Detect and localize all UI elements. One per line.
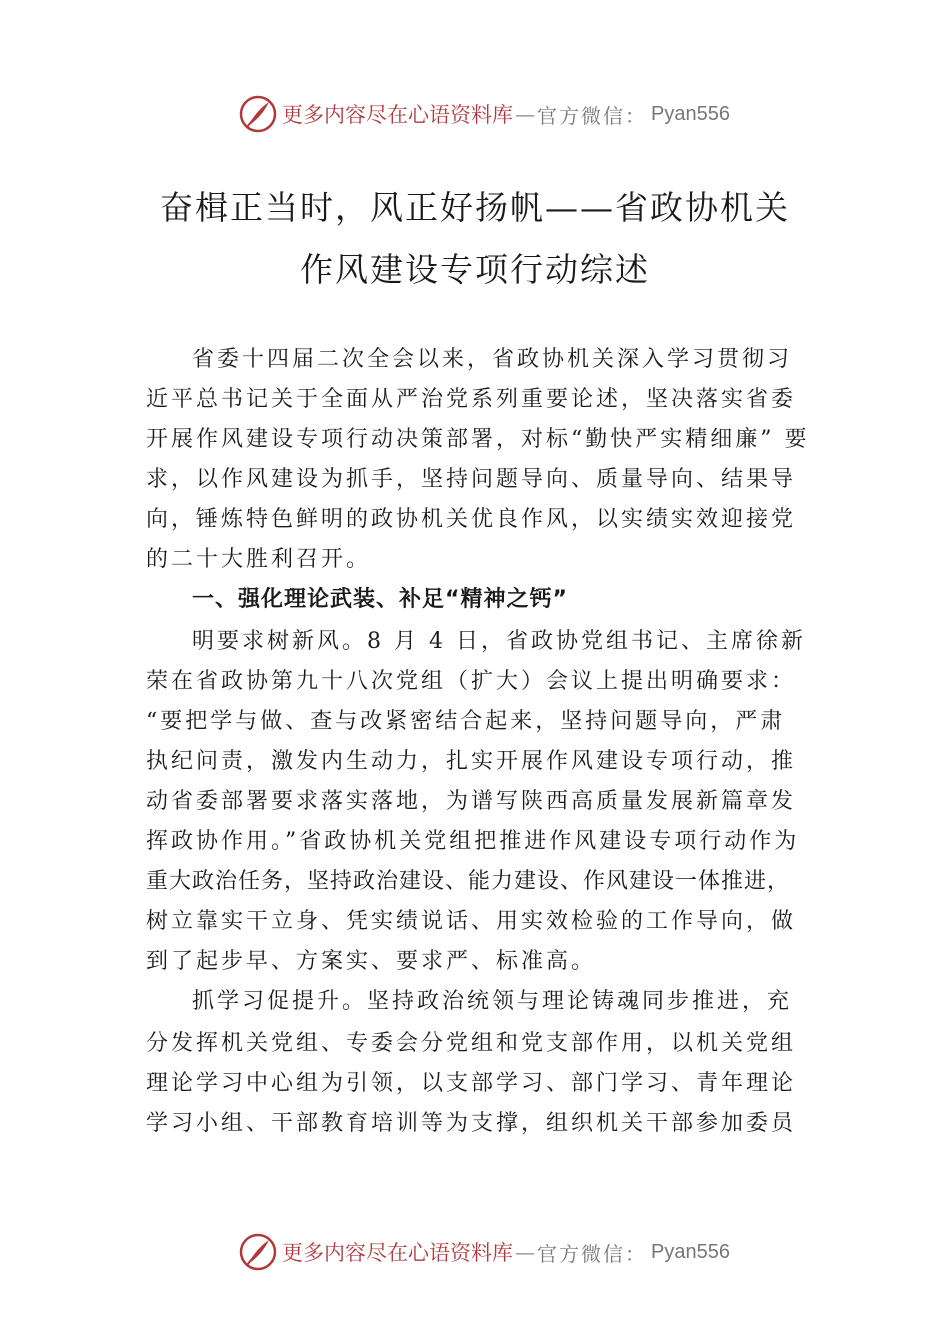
quill-logo-icon (238, 94, 278, 134)
paragraph-line: “要把学与做、查与改紧密结合起来，坚持问题导向，严肃 (146, 709, 786, 734)
banner-wechat-account: Pyan556 (651, 102, 730, 125)
banner-wechat-label: 官方微信： (537, 103, 647, 128)
paragraph-line: 动省委部署要求落实落地，为谱写陕西高质量发展新篇章发 (146, 789, 797, 814)
paragraph-line: 抓学习促提升。坚持政治统领与理论铸魂同步推进，充 (192, 989, 793, 1014)
paragraph-line: 的二十大胜利召开。 (146, 547, 372, 572)
paragraph-line: 学习小组、干部教育培训等为支撑，组织机关干部参加委员 (146, 1111, 797, 1136)
paragraph-line: 求，以作风建设为抓手，坚持问题导向、质量导向、结果导 (146, 467, 797, 492)
paragraph-line: 树立靠实干立身、凭实绩说话、用实效检验的工作导向，做 (146, 909, 797, 934)
paragraph-line: 执纪问责，激发内生动力，扎实开展作风建设专项行动，推 (146, 749, 797, 774)
paragraph-line: 挥政协作用。”省政协机关党组把推进作风建设专项行动作为 (146, 829, 800, 854)
banner-wechat-account: Pyan556 (651, 1240, 730, 1263)
paragraph-line: 近平总书记关于全面从严治党系列重要论述，坚决落实省委 (146, 387, 797, 412)
paragraph-line: 分发挥机关党组、专委会分党组和党支部作用，以机关党组 (146, 1031, 797, 1056)
document-title-line-2: 作风建设专项行动综述 (300, 250, 650, 289)
footer-banner (0, 1230, 950, 1274)
quill-logo-icon (238, 1232, 278, 1272)
document-title-line-1: 奋楫正当时，风正好扬帆——省政协机关 (160, 188, 790, 227)
banner-main-text: 更多内容尽在心语资料库 (282, 103, 513, 127)
banner-separator: — (515, 1240, 535, 1264)
banner-wechat-label: 官方微信： (537, 1241, 647, 1266)
banner-main-text: 更多内容尽在心语资料库 (282, 1241, 513, 1265)
header-banner (0, 92, 950, 136)
banner-separator: — (515, 102, 535, 126)
paragraph-line: 重大政治任务，坚持政治建设、能力建设、作风建设一体推进， (146, 869, 791, 894)
paragraph-line: 到了起步早、方案实、要求严、标准高。 (146, 949, 597, 974)
paragraph-line: 理论学习中心组为引领，以支部学习、部门学习、青年理论 (146, 1071, 797, 1096)
paragraph-line: 荣在省政协第九十八次党组（扩大）会议上提出明确要求： (146, 669, 797, 694)
paragraph-line: 开展作风建设专项行动决策部署，对标“勤快严实精细廉” 要 (146, 427, 810, 452)
paragraph-line: 省委十四届二次全会以来，省政协机关深入学习贯彻习 (192, 347, 793, 372)
paragraph-line: 向，锤炼特色鲜明的政协机关优良作风，以实绩实效迎接党 (146, 507, 797, 532)
section-heading: 一、强化理论武装、补足“精神之钙” (192, 587, 568, 612)
paragraph-line: 明要求树新风。8 月 4 日，省政协党组书记、主席徐新 (192, 629, 806, 654)
